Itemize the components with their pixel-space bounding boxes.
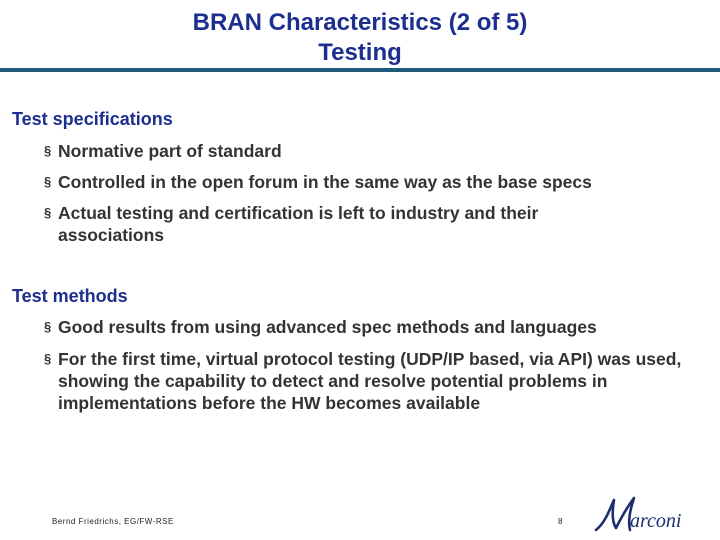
bullet-item — [44, 316, 704, 338]
bullet-item — [44, 140, 704, 162]
slide-title — [0, 8, 720, 68]
bullet-text: Actual testing and certification is left to industry and their associations — [58, 203, 539, 245]
bullet-text: Controlled in the open forum in the same way as the base specs — [58, 172, 592, 192]
bullet-text: Good results from using advanced spec methods and languages — [58, 317, 597, 337]
marconi-logo — [592, 494, 692, 534]
bullet-item — [44, 202, 644, 246]
bullet-marker: § — [44, 319, 52, 334]
bullet-text: Normative part of standard — [58, 141, 282, 161]
bullet-item — [44, 171, 704, 193]
bullet-marker: § — [44, 351, 52, 366]
page-number: 8 — [558, 517, 563, 526]
svg-text:arconi: arconi — [630, 510, 682, 532]
bullet-marker: § — [44, 174, 52, 189]
title-divider — [0, 68, 720, 72]
footer-author: Bernd Friedrichs, EG/FW-RSE — [52, 517, 174, 526]
bullet-text: For the first time, virtual protocol testing (UDP/IP based, via API) was used, showing the capability to detect and resolve potential problems in implementations before the HW becomes available — [58, 349, 682, 413]
title-line-1: BRAN Characteristics (2 of 5) — [192, 9, 528, 36]
bullet-item — [44, 348, 684, 414]
title-line-2: Testing — [318, 39, 402, 66]
bullet-marker: § — [44, 205, 52, 220]
bullet-marker: § — [44, 143, 52, 158]
section-heading-test-methods: Test methods — [12, 286, 128, 306]
section-heading-test-specifications: Test specifications — [12, 109, 173, 129]
